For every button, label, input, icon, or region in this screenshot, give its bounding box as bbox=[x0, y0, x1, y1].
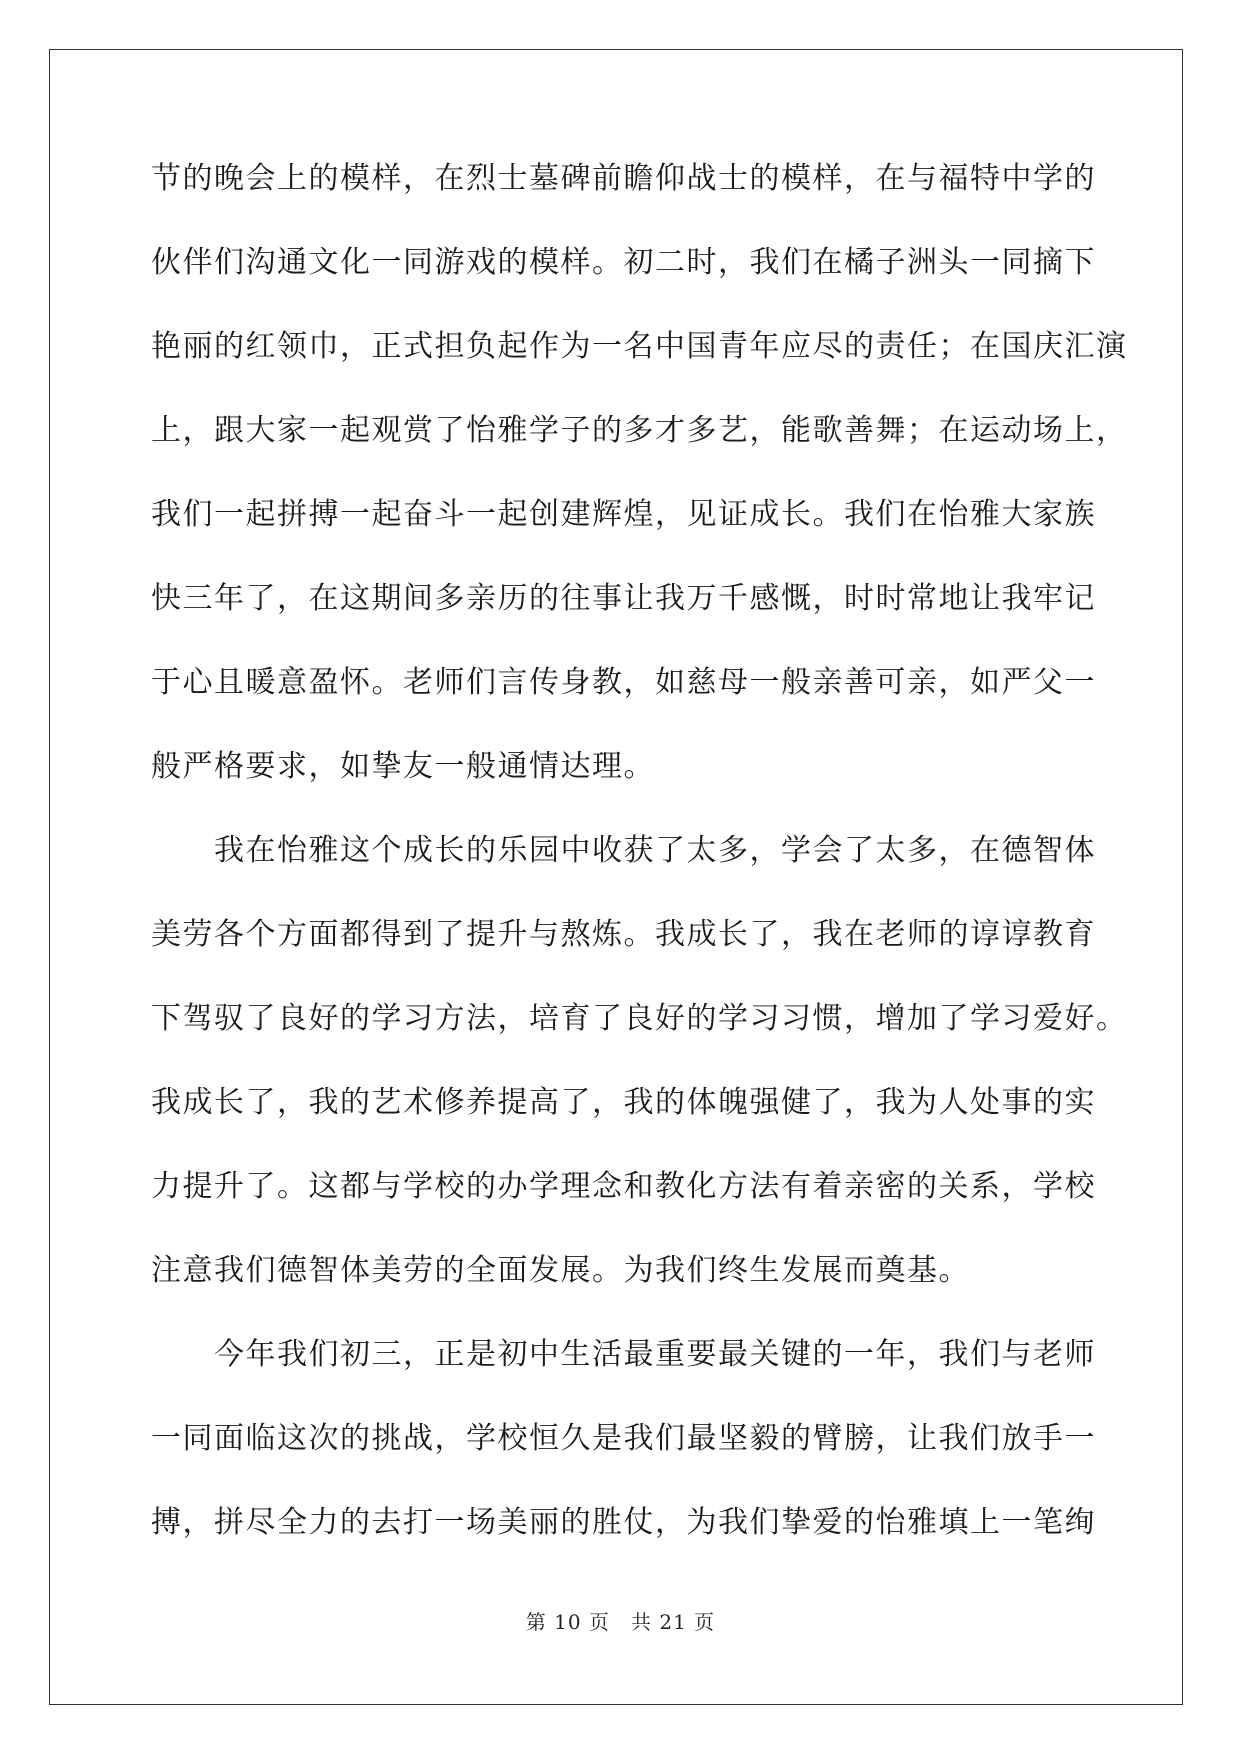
page-number-footer: 第 10 页 共 21 页 bbox=[525, 1610, 716, 1634]
text-line: 艳丽的红领巾，正式担负起作为一名中国青年应尽的责任；在国庆汇演 bbox=[151, 329, 1128, 364]
text-line: 于心且暖意盈怀。老师们言传身教，如慈母一般亲善可亲，如严父一 bbox=[151, 665, 1096, 700]
text-line: 美劳各个方面都得到了提升与熬炼。我成长了，我在老师的谆谆教育 bbox=[151, 917, 1096, 952]
text-line: 我们一起拼搏一起奋斗一起创建辉煌，见证成长。我们在怡雅大家族 bbox=[151, 497, 1096, 532]
text-line: 伙伴们沟通文化一同游戏的模样。初二时，我们在橘子洲头一同摘下 bbox=[151, 245, 1096, 280]
text-line: 上，跟大家一起观赏了怡雅学子的多才多艺，能歌善舞；在运动场上， bbox=[151, 413, 1128, 448]
text-line: 快三年了，在这期间多亲历的往事让我万千感慨，时时常地让我牢记 bbox=[151, 581, 1096, 616]
text-line: 注意我们德智体美劳的全面发展。为我们终生发展而奠基。 bbox=[151, 1253, 970, 1288]
text-line: 节的晚会上的模样，在烈士墓碑前瞻仰战士的模样，在与福特中学的 bbox=[151, 161, 1096, 196]
text-line: 我成长了，我的艺术修养提高了，我的体魄强健了，我为人处事的实 bbox=[151, 1085, 1096, 1120]
document-body bbox=[151, 159, 1128, 1587]
text-line: 搏，拼尽全力的去打一场美丽的胜仗，为我们挚爱的怡雅填上一笔绚 bbox=[151, 1505, 1096, 1540]
text-line: 般严格要求，如挚友一般通情达理。 bbox=[151, 749, 655, 784]
text-line: 一同面临这次的挑战，学校恒久是我们最坚毅的臂膀，让我们放手一 bbox=[151, 1421, 1096, 1456]
text-line: 我在怡雅这个成长的乐园中收获了太多，学会了太多，在德智体 bbox=[151, 833, 1096, 868]
text-line: 今年我们初三，正是初中生活最重要最关键的一年，我们与老师 bbox=[151, 1337, 1096, 1372]
text-line: 下驾驭了良好的学习方法，培育了良好的学习习惯，增加了学习爱好。 bbox=[151, 1001, 1128, 1036]
text-line: 力提升了。这都与学校的办学理念和教化方法有着亲密的关系，学校 bbox=[151, 1169, 1096, 1204]
